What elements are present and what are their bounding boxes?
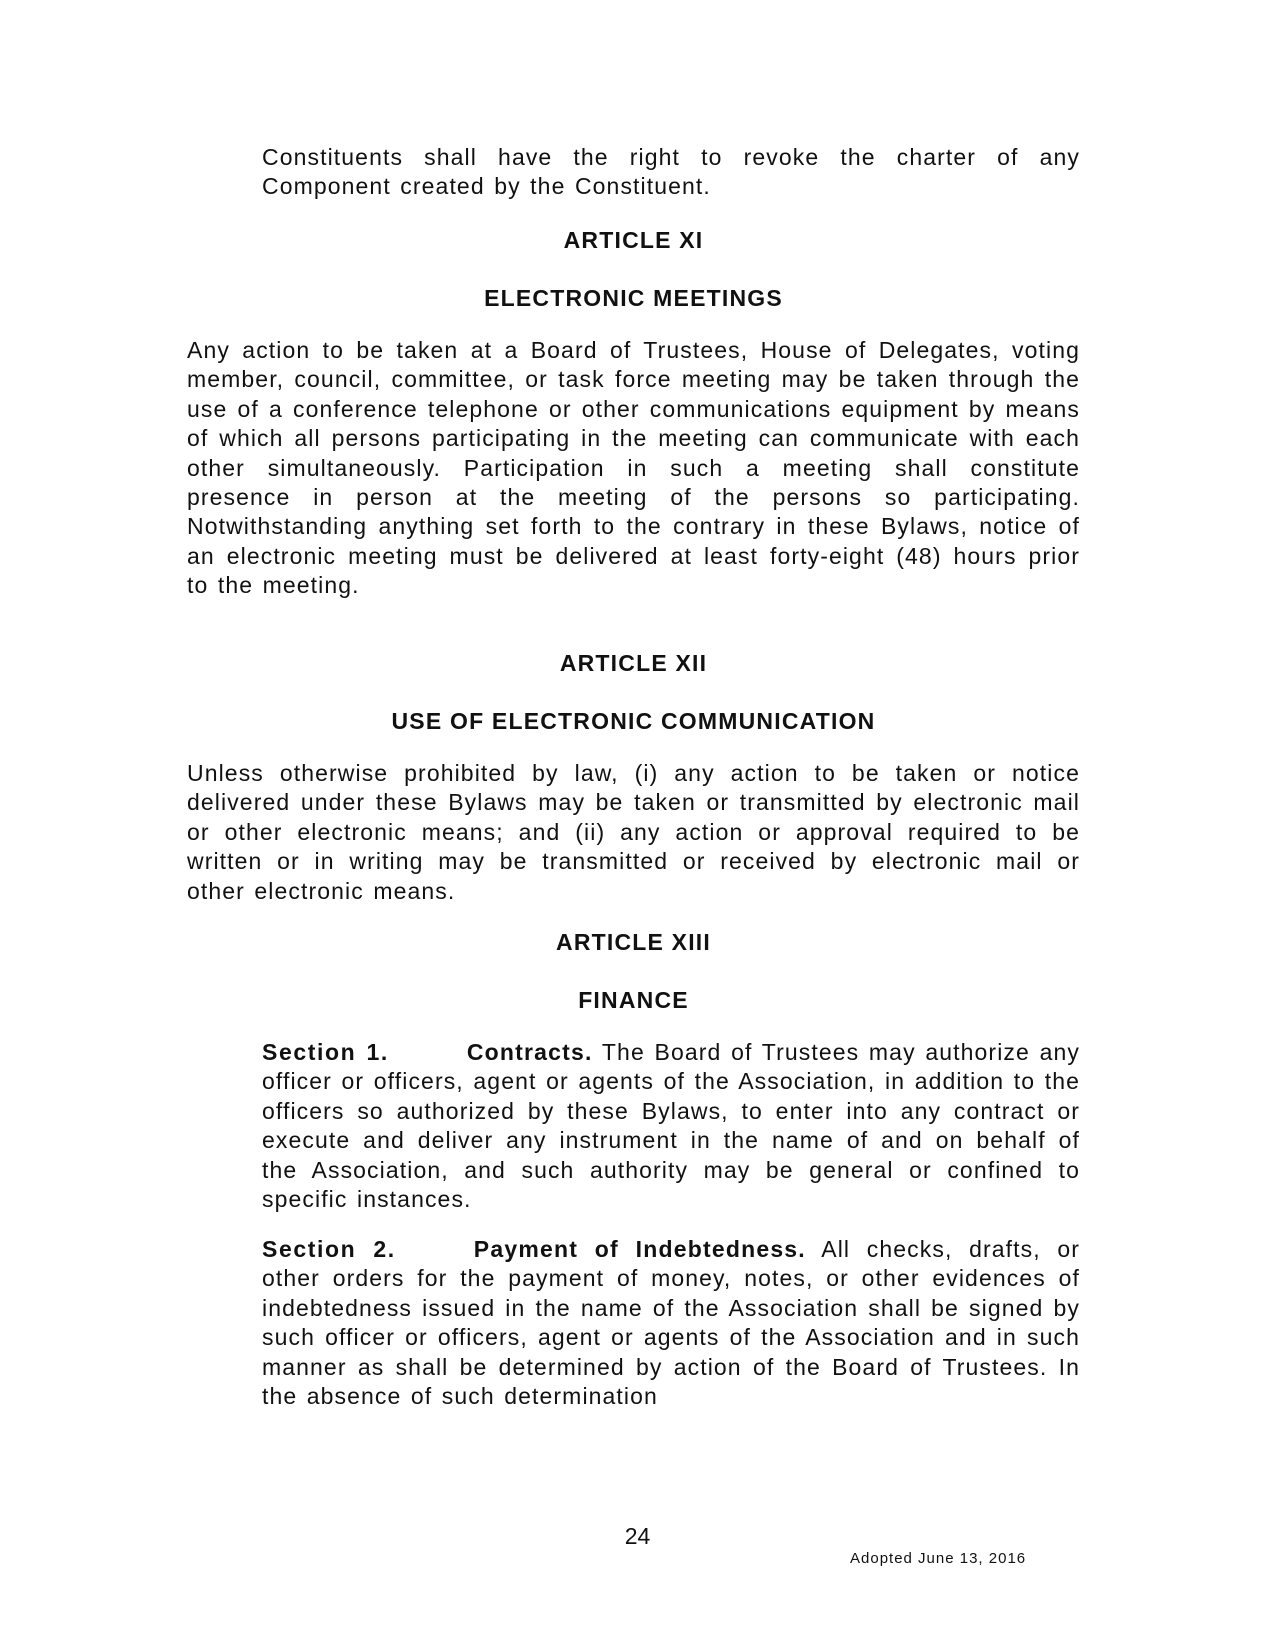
section-2-body: All checks, drafts, or other orders for the payment of money, notes, or other evidences of indebtedness issued in the name of the Association shall be signed by such officer or officers, agent or agents of the Association and in such manner as shall be determined by action of the Board of Trustees. In the absence of such determination <box>262 1236 1080 1410</box>
adopted-date: Adopted June 13, 2016 <box>850 1550 1027 1567</box>
section-2-label: Section 2. <box>262 1236 396 1262</box>
page-number: 24 <box>624 1523 651 1549</box>
section-1-title: Contracts. <box>466 1039 593 1065</box>
article-xiii-title: FINANCE <box>578 987 689 1013</box>
section-2-title: Payment of Indebtedness. <box>473 1236 806 1262</box>
article-xi-title: ELECTRONIC MEETINGS <box>484 285 783 311</box>
intro-paragraph: Constituents shall have the right to revoke the charter of any Component created by the Constituent. <box>262 144 1080 200</box>
article-xii-number: ARTICLE XII <box>559 650 708 676</box>
article-xi-number: ARTICLE XI <box>563 227 704 253</box>
section-1-body: The Board of Trustees may authorize any officer or officers, agent or agents of the Association, in addition to the officers so authorized by these Bylaws, to enter into any contract or execute and deliver any instrument in the name of and on behalf of the Association, and such authority may be general or confined to specific instances. <box>262 1039 1080 1213</box>
section-2-paragraph <box>262 1235 1080 1411</box>
article-xiii-number: ARTICLE XIII <box>556 929 711 955</box>
section-1-paragraph <box>262 1038 1080 1214</box>
article-xi-body: Any action to be taken at a Board of Trustees, House of Delegates, voting member, council, committee, or task force meeting may be taken through the use of a conference telephone or other communications equipment by means of which all persons participating in the meeting can communicate with each other simultaneously. Participation in such a meeting shall constitute presence in person at the meeting of the persons so participating. Notwithstanding anything set forth to the contrary in these Bylaws, notice of an electronic meeting must be delivered at least forty-eight (48) hours prior to the meeting. <box>187 337 1080 599</box>
article-xii-title: USE OF ELECTRONIC COMMUNICATION <box>391 708 876 734</box>
article-xii-body: Unless otherwise prohibited by law, (i) any action to be taken or notice delivered under these Bylaws may be taken or transmitted by electronic mail or other electronic means; and (ii) any action or approval required to be written or in writing may be transmitted or received by electronic mail or other electronic means. <box>187 760 1080 904</box>
section-1-label: Section 1. <box>262 1039 389 1065</box>
